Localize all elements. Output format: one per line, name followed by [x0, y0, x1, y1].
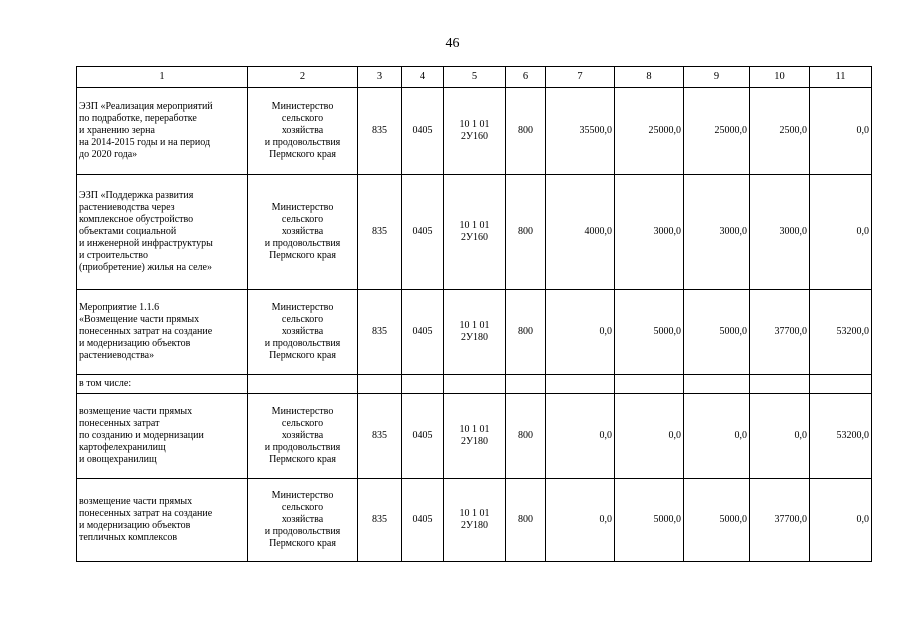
ministry-cell: Министерство сельского хозяйства и продовольствия Пермского края — [248, 479, 358, 562]
header-row — [77, 67, 872, 88]
cell-col11: 53200,0 — [810, 394, 872, 479]
cell-col9: 3000,0 — [684, 175, 750, 290]
cell-col4: 0405 — [402, 290, 444, 375]
cell-col10: 2500,0 — [750, 88, 810, 175]
budget-table — [76, 66, 872, 562]
cell-col3: 835 — [358, 290, 402, 375]
cell-col5: 10 1 01 2У160 — [444, 175, 506, 290]
row-description: возмещение части прямых понесенных затрат по созданию и модернизации картофелехранилищ и овощехранилищ — [77, 394, 248, 479]
empty-cell — [402, 375, 444, 394]
empty-cell — [810, 375, 872, 394]
cell-col9: 25000,0 — [684, 88, 750, 175]
table-row — [77, 88, 872, 175]
cell-col11: 0,0 — [810, 175, 872, 290]
cell-col11: 53200,0 — [810, 290, 872, 375]
cell-col6: 800 — [506, 479, 546, 562]
cell-col7: 0,0 — [546, 394, 615, 479]
cell-col6: 800 — [506, 394, 546, 479]
cell-col4: 0405 — [402, 175, 444, 290]
row-description: возмещение части прямых понесенных затрат на создание и модернизацию объектов тепличных комплексов — [77, 479, 248, 562]
cell-col10: 37700,0 — [750, 290, 810, 375]
cell-col5: 10 1 01 2У180 — [444, 290, 506, 375]
table-row — [77, 175, 872, 290]
cell-col6: 800 — [506, 88, 546, 175]
ministry-cell: Министерство сельского хозяйства и продовольствия Пермского края — [248, 290, 358, 375]
cell-col6: 800 — [506, 175, 546, 290]
table-row — [77, 479, 872, 562]
table-row — [77, 290, 872, 375]
cell-col9: 0,0 — [684, 394, 750, 479]
empty-cell — [615, 375, 684, 394]
empty-cell — [546, 375, 615, 394]
cell-col4: 0405 — [402, 88, 444, 175]
column-header: 2 — [248, 67, 358, 88]
ministry-cell: Министерство сельского хозяйства и продовольствия Пермского края — [248, 394, 358, 479]
column-header: 1 — [77, 67, 248, 88]
column-header: 3 — [358, 67, 402, 88]
column-header: 9 — [684, 67, 750, 88]
empty-cell — [750, 375, 810, 394]
empty-cell — [248, 375, 358, 394]
row-description: Мероприятие 1.1.6 «Возмещение части прямых понесенных затрат на создание и модернизацию объектов растениеводства» — [77, 290, 248, 375]
table-row — [77, 375, 872, 394]
column-header: 5 — [444, 67, 506, 88]
ministry-cell: Министерство сельского хозяйства и продовольствия Пермского края — [248, 88, 358, 175]
page-number: 46 — [445, 36, 460, 51]
cell-col7: 0,0 — [546, 479, 615, 562]
column-header: 7 — [546, 67, 615, 88]
row-description: ЭЗП «Реализация мероприятий по подработке, переработке и хранению зерна на 2014-2015 годы и на период до 2020 года» — [77, 88, 248, 175]
cell-col8: 5000,0 — [615, 479, 684, 562]
cell-col5: 10 1 01 2У180 — [444, 479, 506, 562]
cell-col7: 4000,0 — [546, 175, 615, 290]
cell-col4: 0405 — [402, 394, 444, 479]
empty-cell — [358, 375, 402, 394]
cell-col10: 0,0 — [750, 394, 810, 479]
cell-col5: 10 1 01 2У160 — [444, 88, 506, 175]
cell-col8: 0,0 — [615, 394, 684, 479]
column-header: 11 — [810, 67, 872, 88]
cell-col7: 35500,0 — [546, 88, 615, 175]
cell-col3: 835 — [358, 175, 402, 290]
cell-col11: 0,0 — [810, 479, 872, 562]
cell-col11: 0,0 — [810, 88, 872, 175]
cell-col10: 37700,0 — [750, 479, 810, 562]
empty-cell — [506, 375, 546, 394]
table-row — [77, 394, 872, 479]
column-header: 4 — [402, 67, 444, 88]
empty-cell — [444, 375, 506, 394]
cell-col7: 0,0 — [546, 290, 615, 375]
column-header: 10 — [750, 67, 810, 88]
cell-col10: 3000,0 — [750, 175, 810, 290]
cell-col8: 25000,0 — [615, 88, 684, 175]
column-header: 6 — [506, 67, 546, 88]
cell-col5: 10 1 01 2У180 — [444, 394, 506, 479]
row-description: в том числе: — [77, 375, 248, 394]
ministry-cell: Министерство сельского хозяйства и продовольствия Пермского края — [248, 175, 358, 290]
cell-col3: 835 — [358, 479, 402, 562]
cell-col6: 800 — [506, 290, 546, 375]
cell-col8: 5000,0 — [615, 290, 684, 375]
cell-col8: 3000,0 — [615, 175, 684, 290]
cell-col3: 835 — [358, 394, 402, 479]
column-header: 8 — [615, 67, 684, 88]
cell-col9: 5000,0 — [684, 479, 750, 562]
empty-cell — [684, 375, 750, 394]
row-description: ЭЗП «Поддержка развития растениеводства через комплексное обустройство объектами социальной и инженерной инфраструктуры и строительство (приобретение) жилья на селе» — [77, 175, 248, 290]
cell-col9: 5000,0 — [684, 290, 750, 375]
cell-col3: 835 — [358, 88, 402, 175]
cell-col4: 0405 — [402, 479, 444, 562]
